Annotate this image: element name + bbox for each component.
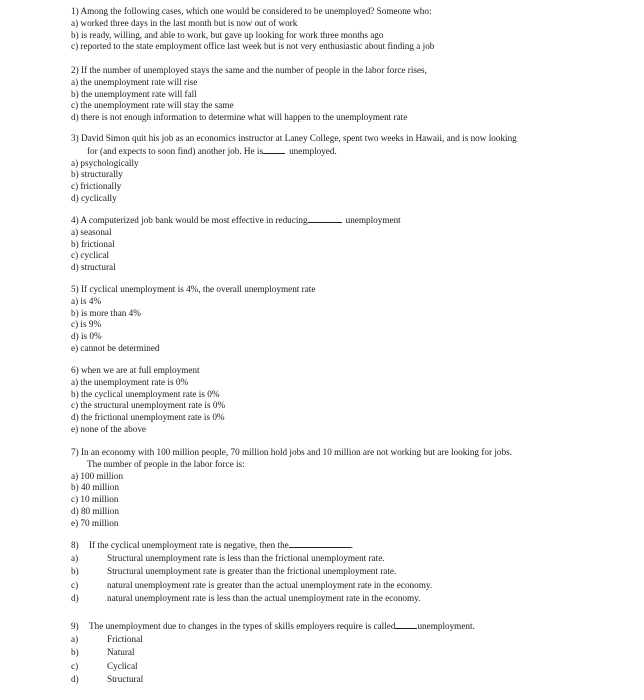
question-3-option-b: b) structurally: [71, 169, 123, 180]
question-8-option-b: [71, 565, 571, 578]
question-3: [71, 133, 571, 205]
question-2: [71, 65, 571, 124]
option-letter: d): [71, 592, 79, 603]
question-4-option-c: c) cyclical: [71, 250, 109, 261]
question-7: [71, 447, 571, 530]
option-text: Cyclical: [107, 660, 138, 671]
option-text: Structural unemployment rate is less than the frictional unemployment rate.: [107, 553, 385, 564]
question-4-stem-before-blank: 4) A computerized job bank would be most effective in reducing: [71, 215, 308, 225]
question-8-stem: [71, 539, 571, 552]
question-9-option-c: [71, 660, 571, 673]
question-5-option-c: c) is 9%: [71, 319, 102, 330]
question-3-option-c: c) frictionally: [71, 181, 122, 192]
question-4-option-b: b) frictional: [71, 238, 115, 249]
question-8-option-a: [71, 552, 571, 565]
question-7-option-a: a) 100 million: [71, 470, 124, 481]
question-8-option-c: [71, 579, 571, 592]
question-1-option-b: b) is ready, willing, and able to work, but gave up looking for work three months ago: [71, 29, 384, 40]
option-letter: a): [71, 634, 79, 645]
question-6-option-d: d) the frictional unemployment rate is 0%: [71, 412, 225, 423]
question-9-stem-after-blank: unemployment.: [417, 621, 475, 631]
question-2-stem: 2) If the number of unemployed stays the same and the number of people in the labor force rises,: [71, 65, 427, 75]
question-2-option-b: b) the unemployment rate will fall: [71, 88, 197, 99]
option-text: Structural unemployment rate is greater than the frictional unemployment rate.: [107, 566, 397, 577]
option-letter: c): [71, 660, 79, 671]
question-7-option-d: d) 80 million: [71, 505, 119, 516]
question-9-stem: [71, 620, 571, 633]
question-6-option-a: a) the unemployment rate is 0%: [71, 376, 189, 387]
question-5-option-e: e) cannot be determined: [71, 342, 160, 353]
question-3-option-a: a) psychologically: [71, 157, 139, 168]
question-1: [71, 6, 571, 53]
question-2-option-a: a) the unemployment rate will rise: [71, 76, 198, 87]
question-6-option-e: e) none of the above: [71, 423, 146, 434]
question-4-option-a: a) seasonal: [71, 226, 112, 237]
question-3-stem-before-blank: for (and expects to soon find) another job. He is: [87, 145, 264, 156]
question-8-stem-text: If the cyclical unemployment rate is negative, then the: [89, 540, 289, 550]
option-letter: b): [71, 647, 79, 658]
question-1-option-c: c) reported to the state employment office last week but is not very enthusiastic about finding a job: [71, 41, 435, 52]
question-8-option-d: [71, 592, 571, 605]
question-7-option-e: e) 70 million: [71, 517, 119, 528]
question-5: [71, 284, 571, 355]
question-5-option-d: d) is 0%: [71, 331, 102, 342]
question-9-stem-text: The unemployment due to changes in the types of skills employers require is called: [89, 621, 396, 631]
question-7-stem-continued: The number of people in the labor force is:: [87, 458, 245, 469]
option-text: Structural: [107, 673, 144, 684]
question-6-stem: 6) when we are at full employment: [71, 365, 200, 375]
question-4: [71, 214, 571, 274]
question-5-option-b: b) is more than 4%: [71, 307, 141, 318]
answer-blank: [395, 620, 417, 629]
option-text: Frictional: [107, 634, 143, 645]
question-4-stem: [71, 214, 571, 227]
question-8-stem-end: .: [350, 540, 354, 550]
option-text: natural unemployment rate is less than the actual unemployment rate in the economy.: [107, 592, 421, 603]
answer-blank: [263, 145, 285, 154]
option-letter: a): [71, 553, 79, 564]
question-6-option-b: b) the cyclical unemployment rate is 0%: [71, 388, 220, 399]
question-8-number: 8): [71, 540, 79, 550]
question-9-option-a: [71, 633, 571, 646]
answer-blank: [289, 539, 351, 548]
question-9-number: 9): [71, 621, 79, 631]
question-7-option-b: b) 40 million: [71, 482, 119, 493]
question-9-option-d: [71, 673, 571, 686]
question-9: [71, 620, 571, 686]
option-text: natural unemployment rate is greater than the actual unemployment rate in the economy.: [107, 579, 433, 590]
question-5-option-a: a) is 4%: [71, 295, 102, 306]
option-letter: b): [71, 566, 79, 577]
question-4-stem-after-blank: unemployment: [345, 215, 401, 225]
question-1-option-a: a) worked three days in the last month but is now out of work: [71, 17, 298, 28]
question-2-option-d: d) there is not enough information to determine what will happen to the unemployment rate: [71, 112, 408, 123]
question-3-stem-continued: [71, 145, 571, 158]
answer-blank: [308, 214, 342, 223]
question-6-option-c: c) the structural unemployment rate is 0%: [71, 400, 226, 411]
question-7-option-c: c) 10 million: [71, 494, 119, 505]
question-3-stem-after-blank: unemployed.: [289, 145, 337, 156]
question-6: [71, 365, 571, 436]
option-text: Natural: [107, 647, 135, 658]
question-2-option-c: c) the unemployment rate will stay the same: [71, 100, 234, 111]
question-8: [71, 539, 571, 605]
option-letter: d): [71, 673, 79, 684]
question-3-stem: 3) David Simon quit his job as an economics instructor at Laney College, spent two weeks in Hawaii, and is now looking: [71, 133, 517, 143]
question-5-stem: 5) If cyclical unemployment is 4%, the overall unemployment rate: [71, 284, 316, 294]
question-9-option-b: [71, 646, 571, 659]
question-3-option-d: d) cyclically: [71, 192, 117, 203]
question-7-stem: 7) In an economy with 100 million people, 70 million hold jobs and 10 million are not working but are looking for jobs.: [71, 447, 512, 457]
question-1-stem: 1) Among the following cases, which one would be considered to be unemployed? Someone who:: [71, 6, 432, 16]
option-letter: c): [71, 579, 79, 590]
question-4-option-d: d) structural: [71, 262, 116, 273]
